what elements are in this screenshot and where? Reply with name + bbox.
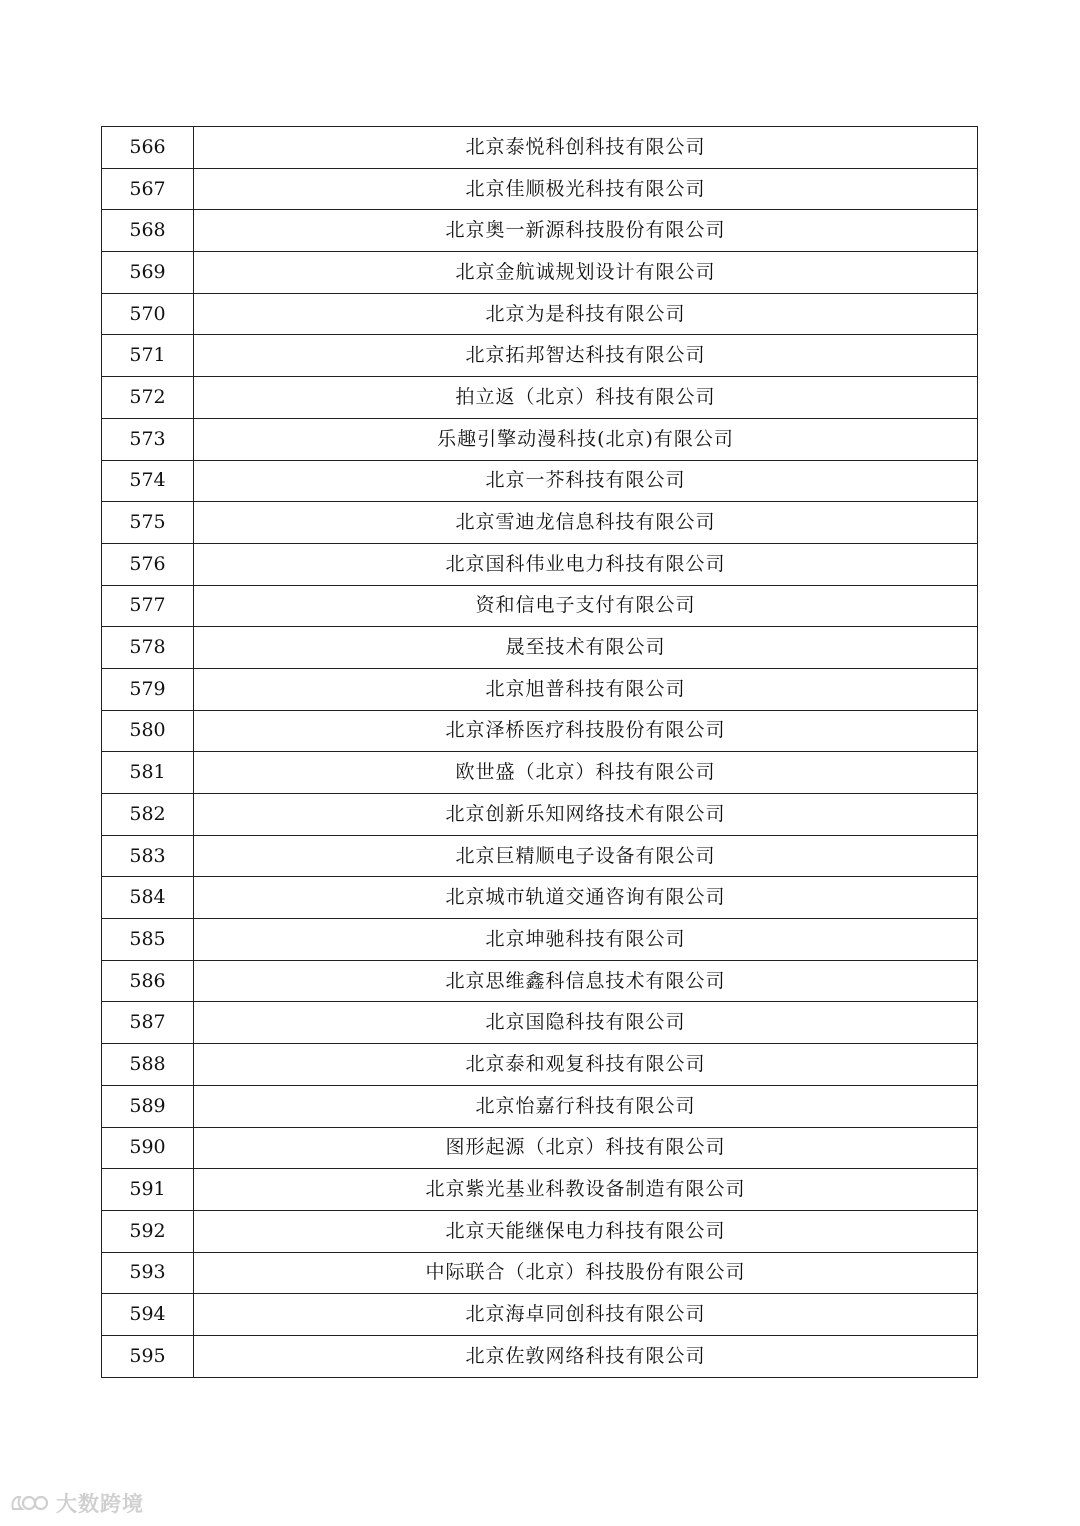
company-name: 中际联合（北京）科技股份有限公司	[194, 1252, 978, 1294]
table-row	[102, 919, 978, 961]
company-name: 北京雪迪龙信息科技有限公司	[194, 502, 978, 544]
company-name: 北京佳顺极光科技有限公司	[194, 168, 978, 210]
row-number: 587	[102, 1002, 194, 1044]
company-name: 乐趣引擎动漫科技(北京)有限公司	[194, 418, 978, 460]
company-name: 晟至技术有限公司	[194, 627, 978, 669]
row-number: 580	[102, 710, 194, 752]
row-number: 572	[102, 377, 194, 419]
table-row	[102, 585, 978, 627]
table-row	[102, 960, 978, 1002]
row-number: 573	[102, 418, 194, 460]
table-row	[102, 1085, 978, 1127]
company-name: 北京天能继保电力科技有限公司	[194, 1210, 978, 1252]
table-row	[102, 460, 978, 502]
company-name: 北京奥一新源科技股份有限公司	[194, 210, 978, 252]
table-row	[102, 168, 978, 210]
row-number: 595	[102, 1335, 194, 1377]
row-number: 578	[102, 627, 194, 669]
row-number: 583	[102, 835, 194, 877]
company-name: 资和信电子支付有限公司	[194, 585, 978, 627]
table-row	[102, 1044, 978, 1086]
row-number: 567	[102, 168, 194, 210]
table-row	[102, 252, 978, 294]
brand-logo-icon	[10, 1492, 50, 1514]
table-row	[102, 877, 978, 919]
table-row	[102, 335, 978, 377]
company-name: 拍立返（北京）科技有限公司	[194, 377, 978, 419]
company-list-table	[101, 126, 978, 1378]
row-number: 577	[102, 585, 194, 627]
company-name: 北京拓邦智达科技有限公司	[194, 335, 978, 377]
row-number: 579	[102, 668, 194, 710]
table-row	[102, 1335, 978, 1377]
watermark	[10, 1488, 144, 1518]
table-row	[102, 1252, 978, 1294]
company-name: 北京金航诚规划设计有限公司	[194, 252, 978, 294]
row-number: 582	[102, 794, 194, 836]
table-row	[102, 210, 978, 252]
row-number: 590	[102, 1127, 194, 1169]
company-name: 北京泰悦科创科技有限公司	[194, 127, 978, 169]
row-number: 574	[102, 460, 194, 502]
row-number: 581	[102, 752, 194, 794]
company-name: 图形起源（北京）科技有限公司	[194, 1127, 978, 1169]
row-number: 585	[102, 919, 194, 961]
company-name: 北京紫光基业科教设备制造有限公司	[194, 1169, 978, 1211]
company-name: 欧世盛（北京）科技有限公司	[194, 752, 978, 794]
table-row	[102, 627, 978, 669]
table-row	[102, 502, 978, 544]
row-number: 591	[102, 1169, 194, 1211]
company-name: 北京一芥科技有限公司	[194, 460, 978, 502]
table-row	[102, 1002, 978, 1044]
company-name: 北京泰和观复科技有限公司	[194, 1044, 978, 1086]
watermark-text: 大数跨境	[56, 1492, 144, 1516]
row-number: 594	[102, 1294, 194, 1336]
table-row	[102, 1127, 978, 1169]
company-name: 北京城市轨道交通咨询有限公司	[194, 877, 978, 919]
company-name: 北京国科伟业电力科技有限公司	[194, 543, 978, 585]
table-row	[102, 1294, 978, 1336]
company-name: 北京创新乐知网络技术有限公司	[194, 794, 978, 836]
table-row	[102, 835, 978, 877]
table-row	[102, 752, 978, 794]
table-row	[102, 1169, 978, 1211]
row-number: 584	[102, 877, 194, 919]
company-name: 北京巨精顺电子设备有限公司	[194, 835, 978, 877]
company-name: 北京佐敦网络科技有限公司	[194, 1335, 978, 1377]
row-number: 592	[102, 1210, 194, 1252]
table-row	[102, 710, 978, 752]
company-name: 北京海卓同创科技有限公司	[194, 1294, 978, 1336]
row-number: 588	[102, 1044, 194, 1086]
table-row	[102, 1210, 978, 1252]
company-name: 北京泽桥医疗科技股份有限公司	[194, 710, 978, 752]
table-row	[102, 668, 978, 710]
row-number: 568	[102, 210, 194, 252]
row-number: 575	[102, 502, 194, 544]
table-row	[102, 543, 978, 585]
row-number: 566	[102, 127, 194, 169]
table-body	[102, 127, 978, 1378]
company-name: 北京思维鑫科信息技术有限公司	[194, 960, 978, 1002]
table-row	[102, 377, 978, 419]
company-name: 北京旭普科技有限公司	[194, 668, 978, 710]
row-number: 570	[102, 293, 194, 335]
row-number: 569	[102, 252, 194, 294]
row-number: 571	[102, 335, 194, 377]
table-row	[102, 127, 978, 169]
row-number: 576	[102, 543, 194, 585]
table-row	[102, 418, 978, 460]
table-row	[102, 794, 978, 836]
company-name: 北京坤驰科技有限公司	[194, 919, 978, 961]
company-name: 北京为是科技有限公司	[194, 293, 978, 335]
company-name: 北京怡嘉行科技有限公司	[194, 1085, 978, 1127]
table-row	[102, 293, 978, 335]
row-number: 589	[102, 1085, 194, 1127]
row-number: 593	[102, 1252, 194, 1294]
row-number: 586	[102, 960, 194, 1002]
company-name: 北京国隐科技有限公司	[194, 1002, 978, 1044]
